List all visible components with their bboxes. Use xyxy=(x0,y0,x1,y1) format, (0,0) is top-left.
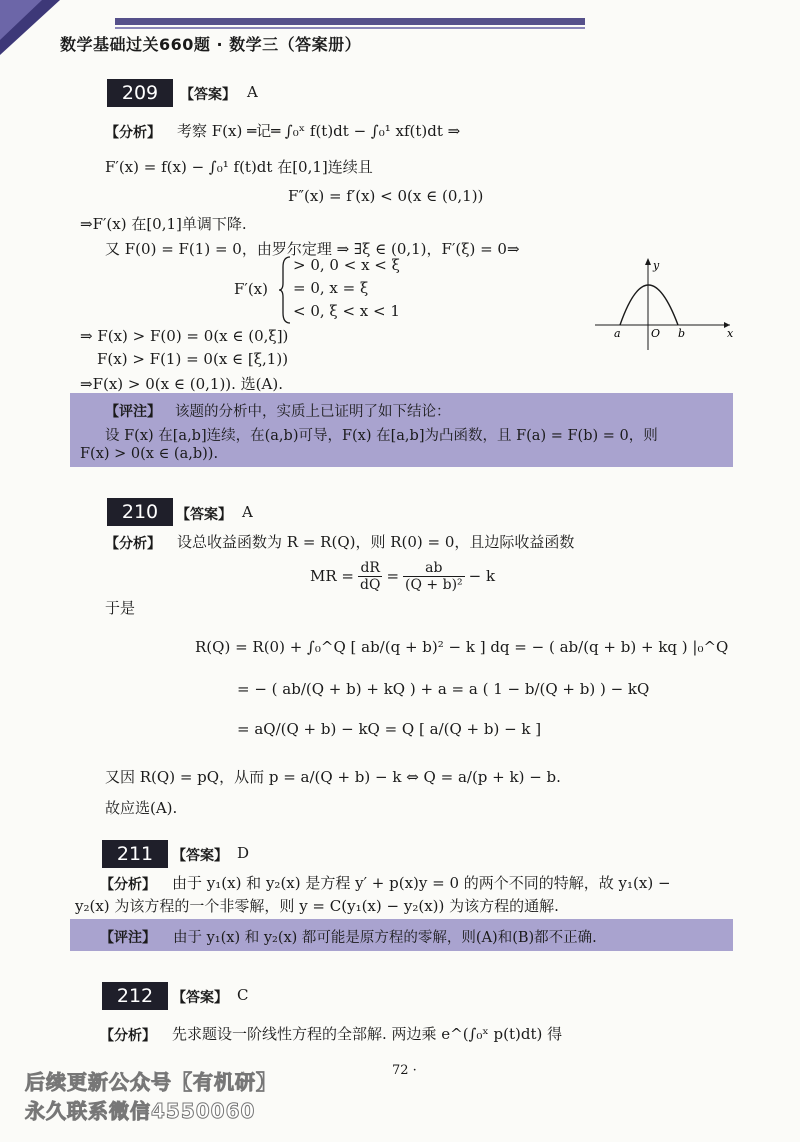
b-label: b xyxy=(678,327,686,340)
q210-yushi: 于是 xyxy=(105,599,136,617)
watermark-line1: 后续更新公众号【有机研】 xyxy=(25,1070,277,1094)
analysis-tag: 【分析】 xyxy=(100,1028,156,1044)
q211-line1: 由于 y₁(x) 和 y₂(x) 是方程 y′ + p(x)y = 0 的两个不同的特解，故 y₁(x) − xyxy=(172,874,671,892)
q209-line6: ⇒ F(x) > F(0) = 0(x ∈ (0,ξ]) xyxy=(80,327,289,345)
x-label: x xyxy=(727,327,734,340)
answer-212: C xyxy=(237,986,249,1004)
q211-line2: y₂(x) 为该方程的一个非零解，则 y = C(y₁(x) − y₂(x)) 为该方程的通解. xyxy=(75,897,559,915)
note-tag: 【评注】 xyxy=(105,404,161,420)
mr-fraction xyxy=(403,560,465,593)
header-decoration xyxy=(0,0,60,60)
case-brace xyxy=(278,255,292,325)
q209-line5: 又 F(0) = F(1) = 0，由罗尔定理 ⇒ ∃ξ ∈ (0,1)，F′(ξ) = 0⇒ xyxy=(105,240,520,258)
parabola-curve xyxy=(620,285,678,325)
o-label: O xyxy=(651,327,661,340)
answer-tag: 【答案】 xyxy=(180,87,236,103)
q209-line1: 考察 F(x) ═记═ ∫₀ˣ f(t)dt − ∫₀¹ xf(t)dt ⇒ xyxy=(177,122,461,140)
question-number-211: 211 xyxy=(102,840,168,868)
mr-den: (Q + b)² xyxy=(405,576,463,593)
analysis-tag: 【分析】 xyxy=(105,536,161,552)
mr-num: ab xyxy=(403,560,465,577)
note-211: 由于 y₁(x) 和 y₂(x) 都可能是原方程的零解，则(A)和(B)都不正确. xyxy=(173,930,597,946)
note-209-line2: 设 F(x) 在[a,b]连续，在(a,b)可导，F(x) 在[a,b]为凸函数，且 F(a) = F(b) = 0，则 xyxy=(105,428,658,444)
q209-line7: F(x) > F(1) = 0(x ∈ [ξ,1)) xyxy=(97,350,289,368)
case-lhs: F′(x) xyxy=(234,280,268,298)
header-rule-thin xyxy=(115,27,585,29)
mr-lhs: MR = xyxy=(310,567,354,585)
case-3: < 0, ξ < x < 1 xyxy=(293,302,400,320)
question-number-212: 212 xyxy=(102,982,168,1010)
parabola-graph xyxy=(590,255,740,355)
watermark-line2: 永久联系微信4550060 xyxy=(25,1099,256,1123)
q210-eq3: = aQ/(Q + b) − kQ = Q [ a/(Q + b) − k ] xyxy=(237,720,542,738)
mr-tail: − k xyxy=(468,567,496,585)
note-209-line3: F(x) > 0(x ∈ (a,b)). xyxy=(80,446,219,462)
question-number-210: 210 xyxy=(107,498,173,526)
case-1: > 0, 0 < x < ξ xyxy=(293,256,400,274)
page-number: 72 · xyxy=(392,1063,417,1078)
q209-line3: F″(x) = f′(x) < 0(x ∈ (0,1)) xyxy=(288,187,484,205)
mr-dnum: dR xyxy=(358,560,382,577)
q210-eq1: R(Q) = R(0) + ∫₀^Q [ ab/(q + b)² − k ] dq = − ( ab/(q + b) + kq ) |₀^Q xyxy=(195,638,729,656)
note-209-line1: 该题的分析中，实质上已证明了如下结论： xyxy=(175,404,451,420)
answer-tag: 【答案】 xyxy=(176,507,232,523)
note-box-211 xyxy=(70,919,733,951)
q210-line2: 又因 R(Q) = pQ，从而 p = a/(Q + b) − k ⇔ Q = a/(p + k) − b. xyxy=(105,768,561,786)
note-tag: 【评注】 xyxy=(100,930,156,946)
q210-line1: 设总收益函数为 R = R(Q)，则 R(0) = 0，且边际收益函数 xyxy=(177,533,575,551)
mr-derivative xyxy=(358,560,382,593)
mr-dden: dQ xyxy=(360,576,381,593)
y-label: y xyxy=(653,259,660,272)
mr-eq: = xyxy=(386,567,400,585)
q209-line8: ⇒F(x) > 0(x ∈ (0,1)). 选(A). xyxy=(80,375,283,393)
mr-equation xyxy=(310,556,495,596)
a-label: a xyxy=(614,327,621,340)
analysis-tag: 【分析】 xyxy=(105,125,161,141)
q209-line2: F′(x) = f(x) − ∫₀¹ f(t)dt 在[0,1]连续且 xyxy=(105,158,373,176)
case-2: = 0, x = ξ xyxy=(293,279,369,297)
analysis-tag: 【分析】 xyxy=(100,877,156,893)
answer-211: D xyxy=(237,844,250,862)
q209-line4: ⇒F′(x) 在[0,1]单调下降. xyxy=(80,215,247,233)
answer-209: A xyxy=(247,83,258,101)
note-box-209 xyxy=(70,393,733,467)
answer-210: A xyxy=(242,503,253,521)
q210-line3: 故应选(A). xyxy=(105,799,178,817)
answer-tag: 【答案】 xyxy=(172,990,228,1006)
q212-line1: 先求题设一阶线性方程的全部解. 两边乘 e^(∫₀ˣ p(t)dt) 得 xyxy=(172,1025,563,1043)
q210-eq2: = − ( ab/(Q + b) + kQ ) + a = a ( 1 − b/(Q + b) ) − kQ xyxy=(237,680,650,698)
header-title: 数学基础过关660题 · 数学三（答案册） xyxy=(60,35,362,54)
answer-tag: 【答案】 xyxy=(172,848,228,864)
header-rule xyxy=(115,18,585,25)
question-number-209: 209 xyxy=(107,79,173,107)
